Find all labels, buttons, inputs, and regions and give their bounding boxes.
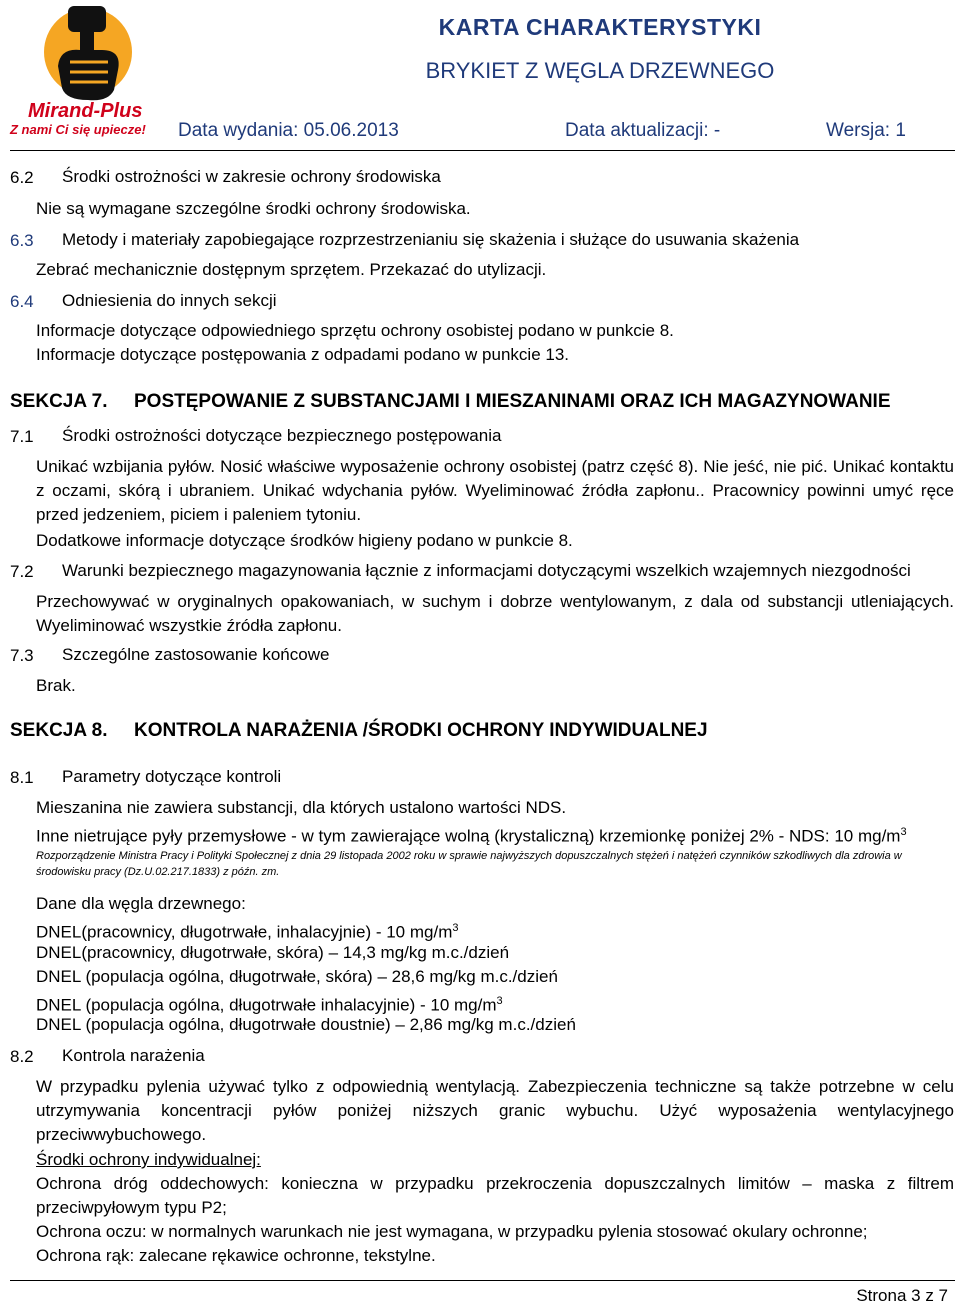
dnel-item [36, 990, 503, 1017]
paragraph: Brak. [36, 676, 76, 695]
section-title: POSTĘPOWANIE Z SUBSTANCJAMI I MIESZANINAMI ORAZ ICH MAGAZYNOWANIE [134, 391, 891, 412]
subsection-heading: Środki ostrożności w zakresie ochrony środowiska [62, 167, 441, 186]
regulation-note: Rozporządzenie Ministra Pracy i Polityki Społecznej z dnia 29 listopada 2002 roku w sprawie najwyższych dopuszczalnych stężeń i natężeń czynników szkodliwych dla zdrowia w środowisku pracy (Dz.U.02.217.1833) z późn. zm. [36, 850, 902, 878]
subsection-heading: Warunki bezpiecznego magazynowania łącznie z informacjami dotyczącymi wszelkich wzajemnych niezgodności [62, 561, 911, 580]
section-label: SEKCJA 7. [10, 391, 108, 412]
ppe-hands: Ochrona rąk: zalecane rękawice ochronne, tekstylne. [36, 1246, 436, 1265]
paragraph: Nie są wymagane szczególne środki ochrony środowiska. [36, 199, 471, 218]
subsection-number: 7.1 [10, 427, 34, 446]
paragraph: Zebrać mechanicznie dostępnym sprzętem. Przekazać do utylizacji. [36, 260, 547, 279]
subsection-number: 7.2 [10, 562, 34, 581]
paragraph: Informacje dotyczące postępowania z odpadami podano w punkcie 13. [36, 345, 570, 364]
paragraph [36, 821, 907, 848]
section-label: SEKCJA 8. [10, 720, 108, 741]
dnel-text: DNEL(pracownicy, długotrwałe, inhalacyjnie) - 10 mg/m [36, 922, 453, 942]
superscript: 3 [496, 995, 503, 1007]
product-name: BRYKIET Z WĘGLA DRZEWNEGO [425, 58, 775, 83]
footer-divider [10, 1280, 955, 1281]
superscript: 3 [452, 922, 459, 934]
superscript: 3 [900, 826, 907, 838]
paragraph: W przypadku pylenia używać tylko z odpowiednią wentylacją. Zabezpieczenia techniczne są także potrzebne w celu utrzymywania koncentracji pyłów poniżej niższych granic wybuchu. Użyć wyposażenia wentylacyjnego przeciwwybuchowego. [36, 1077, 954, 1144]
subsection-heading: Odniesienia do innych sekcji [62, 291, 277, 310]
dnel-item: DNEL (populacja ogólna, długotrwałe, skóra) – 28,6 mg/kg m.c./dzień [36, 967, 558, 986]
document-title: KARTA CHARAKTERYSTYKI [438, 14, 762, 40]
header-divider [10, 150, 955, 151]
ppe-heading: Środki ochrony indywidualnej: [36, 1150, 261, 1169]
subsection-heading: Szczególne zastosowanie końcowe [62, 645, 330, 664]
company-logo [10, 4, 165, 139]
subsection-number: 6.3 [10, 231, 34, 250]
version: Wersja: 1 [826, 120, 906, 141]
subsection-heading: Metody i materiały zapobiegające rozprzestrzenianiu się skażenia i służące do usuwania skażenia [62, 230, 800, 249]
dnel-item: DNEL (populacja ogólna, długotrwałe doustnie) – 2,86 mg/kg m.c./dzień [36, 1015, 576, 1034]
subsection-heading: Środki ostrożności dotyczące bezpiecznego postępowania [62, 426, 502, 445]
subsection-number: 6.4 [10, 292, 34, 311]
ppe-eyes: Ochrona oczu: w normalnych warunkach nie jest wymagana, w przypadku pylenia stosować okulary ochronne; [36, 1222, 868, 1241]
dnel-item: DNEL(pracownicy, długotrwałe, skóra) – 14,3 mg/kg m.c./dzień [36, 943, 510, 962]
logo-brand: Mirand-Plus [28, 100, 143, 122]
paragraph: Mieszanina nie zawiera substancji, dla których ustalono wartości NDS. [36, 798, 567, 817]
paragraph: Informacje dotyczące odpowiedniego sprzętu ochrony osobistej podano w punkcie 8. [36, 321, 674, 340]
logo-slogan: Z nami Ci się upiecze! [10, 122, 146, 137]
ppe-respiratory: Ochrona dróg oddechowych: konieczna w przypadku przekroczenia dopuszczalnych limitów – maska z filtrem przeciwpyłowym typu P2; [36, 1174, 954, 1217]
subsection-number: 7.3 [10, 646, 34, 665]
dnel-text: DNEL (populacja ogólna, długotrwałe inhalacyjnie) - 10 mg/m [36, 995, 497, 1015]
paragraph: Przechowywać w oryginalnych opakowaniach, w suchym i dobrze wentylowanym, z dala od substancji utleniających. Wyeliminować wszystkie źródła zapłonu. [36, 592, 954, 635]
paragraph: Dodatkowe informacje dotyczące środków higieny podano w punkcie 8. [36, 531, 573, 550]
paragraph: Unikać wzbijania pyłów. Nosić właściwe wyposażenie ochrony osobistej (patrz część 8). Nie jeść, nie pić. Unikać kontaktu z oczami, skórą i ubraniem. Unikać wdychania pyłów. Wyeliminować źródła zapłonu.. Pracownicy powinni umyć ręce przed jedzeniem, piciem i paleniem tytoniu. [36, 457, 954, 524]
dnel-heading: Dane dla węgla drzewnego: [36, 894, 246, 913]
section-title: KONTROLA NARAŻENIA /ŚRODKI OCHRONY INDYWIDUALNEJ [134, 720, 708, 741]
subsection-number: 8.1 [10, 768, 34, 787]
page-number: Strona 3 z 7 [856, 1286, 948, 1305]
nds-text: Inne nietrujące pyły przemysłowe - w tym zawierające wolną (krystaliczną) krzemionkę poniżej 2% - NDS: 10 mg/m [36, 826, 901, 846]
issue-date: Data wydania: 05.06.2013 [178, 120, 399, 141]
subsection-heading: Parametry dotyczące kontroli [62, 767, 282, 786]
update-date: Data aktualizacji: - [565, 120, 721, 141]
dnel-item [36, 917, 458, 944]
subsection-heading: Kontrola narażenia [62, 1046, 205, 1065]
subsection-number: 8.2 [10, 1047, 34, 1066]
subsection-number: 6.2 [10, 168, 34, 187]
